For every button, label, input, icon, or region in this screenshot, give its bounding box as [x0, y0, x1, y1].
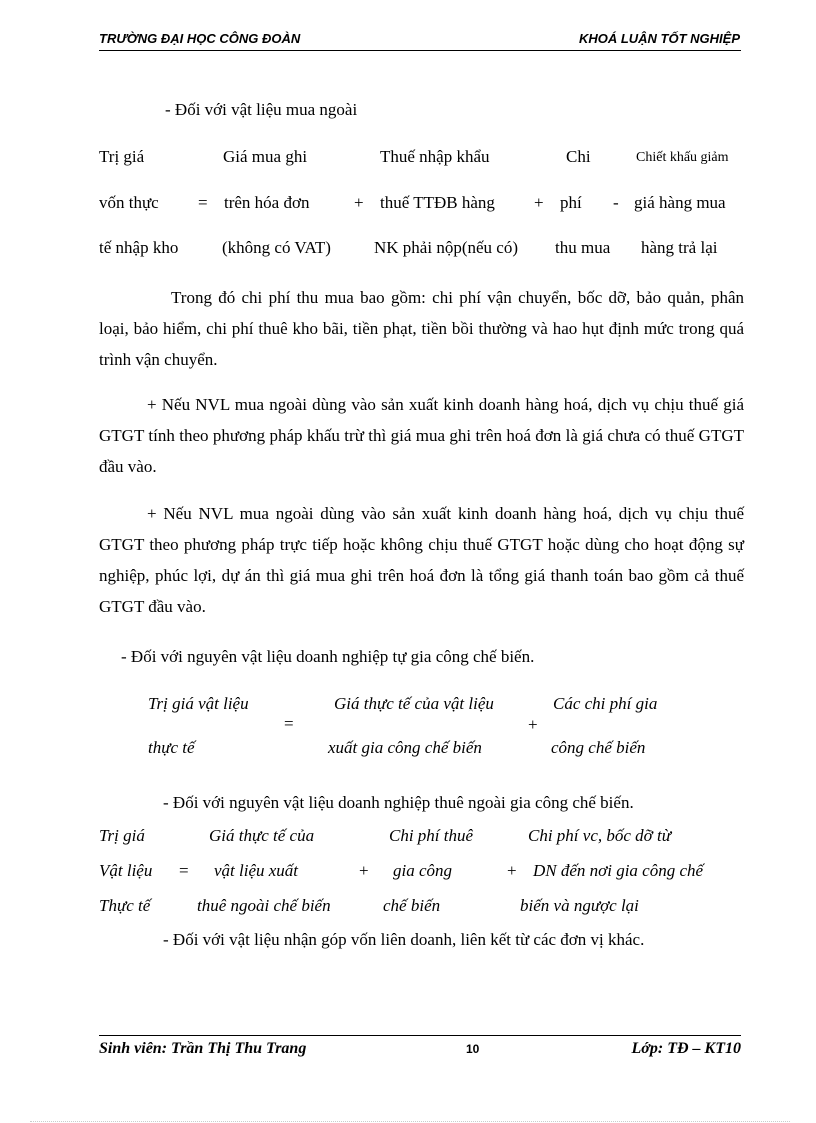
- f1-r1-c3: Thuế nhập khẩu: [380, 147, 490, 166]
- f1-r1-c4: Chi: [566, 147, 591, 166]
- f2-plus: +: [528, 715, 538, 734]
- para-purchase-costs: Trong đó chi phí thu mua bao gồm: chi phí vận chuyển, bốc dỡ, bảo quản, phân loại, bảo hiểm, chi phí thuê kho bãi, tiền phạt, tiền bồi thường và hao hụt định mức trong quá trình vận chuyển.: [99, 288, 744, 369]
- f1-r3-c2: (không có VAT): [222, 238, 331, 257]
- section3-heading: - Đối với nguyên vật liệu doanh nghiệp thuê ngoài gia công chế biến.: [163, 793, 634, 812]
- page-number: 10: [466, 1042, 480, 1056]
- f3-r2-plus2: +: [507, 861, 517, 880]
- f3-r1-c4: Chi phí vc, bốc dỡ từ: [528, 826, 671, 845]
- f1-r1-c1: Trị giá: [99, 147, 145, 166]
- f3-r2-c2: vật liệu xuất: [214, 861, 299, 880]
- header-thesis: KHOÁ LUẬN TỐT NGHIỆP: [578, 31, 740, 46]
- f2-a2: thực tế: [148, 738, 195, 757]
- f3-r2-c3: gia công: [393, 861, 453, 880]
- f1-r2-c5: giá hàng mua: [634, 193, 726, 212]
- f1-r2-c3: thuế TTĐB hàng: [380, 193, 495, 212]
- f1-r2-minus: -: [613, 193, 619, 212]
- f3-r2-plus1: +: [359, 861, 369, 880]
- f2-eq: =: [284, 714, 294, 733]
- header-school: TRƯỜNG ĐẠI HỌC CÔNG ĐOÀN: [99, 31, 301, 46]
- f3-r3-c3: chế biến: [383, 896, 441, 915]
- f1-r3-c3: NK phải nộp(nếu có): [374, 238, 518, 257]
- para-direct-method: + Nếu NVL mua ngoài dùng vào sản xuất kinh doanh hàng hoá, dịch vụ chịu thuế GTGT theo phương pháp trực tiếp hoặc không chịu thuế GTGT hoặc dùng cho hoạt động sự nghiệp, phúc lợi, dự án thì giá mua ghi trên hoá đơn là tổng giá thanh toán bao gồm cả thuế GTGT đầu vào.: [99, 504, 744, 616]
- para-deduction-method: + Nếu NVL mua ngoài dùng vào sản xuất kinh doanh hàng hoá, dịch vụ chịu thuế giá GTGT tính theo phương pháp khấu trừ thì giá mua ghi trên hoá đơn là giá chưa có thuế GTGT đầu vào.: [99, 395, 744, 476]
- f1-r2-c2: trên hóa đơn: [224, 193, 310, 212]
- f2-c2: công chế biến: [551, 738, 646, 757]
- page-bottom-border: [30, 1121, 790, 1122]
- section4-heading: - Đối với vật liệu nhận góp vốn liên doanh, liên kết từ các đơn vị khác.: [163, 930, 645, 949]
- f3-r3-c2: thuê ngoài chế biến: [197, 896, 331, 915]
- f1-r3-c4: thu mua: [555, 238, 611, 257]
- f3-r1-c3: Chi phí thuê: [389, 826, 474, 845]
- header-rule: [99, 50, 741, 51]
- f2-a1: Trị giá vật liệu: [148, 694, 249, 713]
- f1-r2-eq: =: [198, 193, 208, 212]
- f3-r1-c1: Trị giá: [99, 826, 145, 845]
- f1-r1-c2: Giá mua ghi: [223, 147, 308, 166]
- f3-r1-c2: Giá thực tế của: [209, 826, 315, 845]
- footer-student: Sinh viên: Trần Thị Thu Trang: [99, 1040, 307, 1057]
- f3-r3-c1: Thực tế: [99, 896, 151, 915]
- f1-r3-c1: tế nhập kho: [99, 238, 179, 257]
- f3-r3-c4: biến và ngược lại: [520, 896, 639, 915]
- f2-c1: Các chi phí gia: [553, 694, 658, 713]
- f2-b1: Giá thực tế của vật liệu: [334, 694, 494, 713]
- f3-r2-c1: Vật liệu: [99, 861, 153, 880]
- section2-heading: - Đối với nguyên vật liệu doanh nghiệp tự gia công chế biến.: [121, 647, 535, 666]
- footer-rule: [99, 1035, 741, 1036]
- f1-r2-c4: phí: [560, 193, 582, 212]
- footer-class: Lớp: TĐ – KT10: [631, 1040, 741, 1057]
- f3-r2-c4: DN đến nơi gia công chế: [533, 861, 704, 880]
- section1-heading: - Đối với vật liệu mua ngoài: [165, 100, 358, 119]
- f2-b2: xuất gia công chế biến: [328, 738, 482, 757]
- f1-r2-plus2: +: [534, 193, 544, 212]
- f1-r2-c1: vốn thực: [99, 193, 159, 212]
- f1-r1-c5: Chiết khấu giảm: [636, 150, 729, 165]
- f1-r3-c5: hàng trả lại: [641, 238, 718, 257]
- f1-r2-plus1: +: [354, 193, 364, 212]
- f3-r2-eq: =: [179, 861, 189, 880]
